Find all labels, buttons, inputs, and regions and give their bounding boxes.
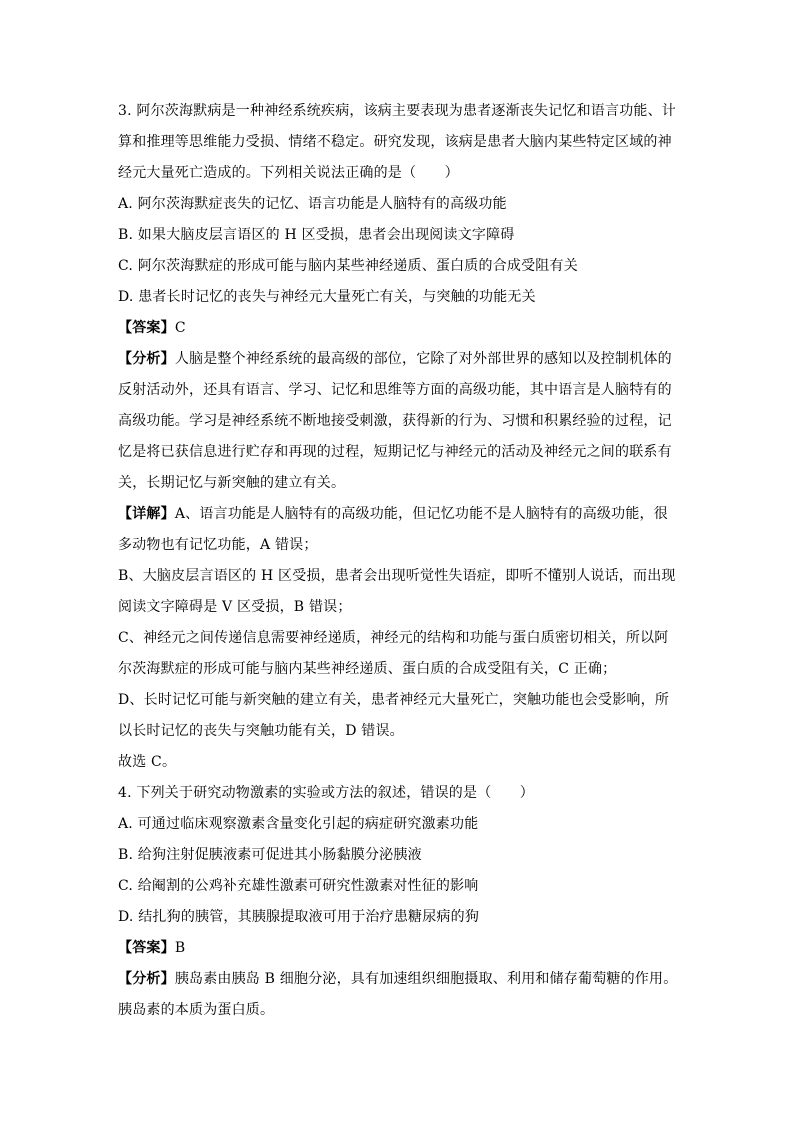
question-3-stem-line-2: 算和推理等思维能力受损、情绪不稳定。研究发现，该病是患者大脑内某些特定区域的神: [118, 134, 672, 150]
document-content: [118, 96, 678, 1026]
answer-value: B: [174, 940, 186, 956]
question-4-analysis-line-2: 胰岛素的本质为蛋白质。: [118, 1002, 275, 1018]
question-3-detail-line-7: D、长时记忆可能与新突触的建立有关，患者神经元大量死亡，突触功能也会受影响，所: [118, 692, 670, 708]
question-3-conclusion: 故选 C。: [118, 754, 177, 770]
question-3-detail-line-3: B、大脑皮层言语区的 H 区受损，患者会出现听觉性失语症，即听不懂别人说话，而出现: [118, 568, 676, 584]
question-3-stem-line-1: 3. 阿尔茨海默病是一种神经系统疾病，该病主要表现为患者逐渐丧失记忆和语言功能、计: [118, 103, 677, 119]
question-3-detail-line-8: 以长时记忆的丧失与突触功能有关，D 错误。: [118, 723, 404, 739]
question-3-detail-line-4: 阅读文字障碍是 V 区受损，B 错误；: [118, 599, 352, 615]
question-3-analysis-line-1: [118, 344, 678, 375]
answer-tag: 【答案】: [118, 320, 175, 336]
question-3-stem-line-3: 经元大量死亡造成的。下列相关说法正确的是（ ）: [118, 165, 459, 181]
analysis-text: 人脑是整个神经系统的最高级的部位，它除了对外部世界的感知以及控制机体的: [174, 351, 672, 367]
question-3-analysis-line-3: 高级功能。学习是神经系统不断地接受刺激，获得新的行为、习惯和积累经验的过程，记: [118, 413, 672, 429]
detail-text: A、语言功能是人脑特有的高级功能，但记忆功能不是人脑特有的高级功能，很: [174, 506, 668, 522]
question-3-analysis-line-2: 反射活动外，还具有语言、学习、记忆和思维等方面的高级功能，其中语言是人脑特有的: [118, 382, 672, 398]
question-3-option-d: D. 患者长时记忆的丧失与神经元大量死亡有关，与突触的功能无关: [118, 289, 536, 305]
question-4-stem-line-1: 4. 下列关于研究动物激素的实验或方法的叙述，错误的是（ ）: [118, 785, 535, 801]
question-3-detail-line-2: 多动物也有记忆功能，A 错误；: [118, 537, 318, 553]
question-3-answer: [118, 313, 678, 344]
question-4-option-d: D. 结扎狗的胰管，其胰腺提取液可用于治疗患糖尿病的狗: [118, 909, 480, 925]
question-3-option-a: A. 阿尔茨海默症丧失的记忆、语言功能是人脑特有的高级功能: [118, 196, 507, 212]
question-4-answer: [118, 933, 678, 964]
question-4-option-b: B. 给狗注射促胰液素可促进其小肠黏膜分泌胰液: [118, 847, 422, 863]
answer-value: C: [174, 320, 186, 336]
answer-tag: 【答案】: [118, 940, 175, 956]
question-3-option-c: C. 阿尔茨海默症的形成可能与脑内某些神经递质、蛋白质的合成受阻有关: [118, 258, 578, 274]
question-4: [118, 778, 678, 1026]
analysis-tag: 【分析】: [118, 971, 175, 987]
question-3: [118, 96, 678, 778]
question-4-analysis-line-1: [118, 964, 678, 995]
question-3-detail-line-5: C、神经元之间传递信息需要神经递质，神经元的结构和功能与蛋白质密切相关，所以阿: [118, 630, 669, 646]
question-3-analysis-line-4: 忆是将已获信息进行贮存和再现的过程，短期记忆与神经元的活动及神经元之间的联系有: [118, 444, 672, 460]
question-4-option-c: C. 给阉割的公鸡补充雄性激素可研究性激素对性征的影响: [118, 878, 479, 894]
question-3-detail-line-1: [118, 499, 678, 530]
detail-tag: 【详解】: [118, 506, 175, 522]
analysis-text: 胰岛素由胰岛 B 细胞分泌，具有加速组织细胞摄取、利用和储存葡萄糖的作用。: [174, 971, 678, 987]
question-3-detail-line-6: 尔茨海默症的形成可能与脑内某些神经递质、蛋白质的合成受阻有关，C 正确；: [118, 661, 617, 677]
question-4-option-a: A. 可通过临床观察激素含量变化引起的病症研究激素功能: [118, 816, 479, 832]
question-3-option-b: B. 如果大脑皮层言语区的 H 区受损，患者会出现阅读文字障碍: [118, 227, 515, 243]
analysis-tag: 【分析】: [118, 351, 175, 367]
question-3-analysis-line-5: 关，长期记忆与新突触的建立有关。: [118, 475, 346, 491]
